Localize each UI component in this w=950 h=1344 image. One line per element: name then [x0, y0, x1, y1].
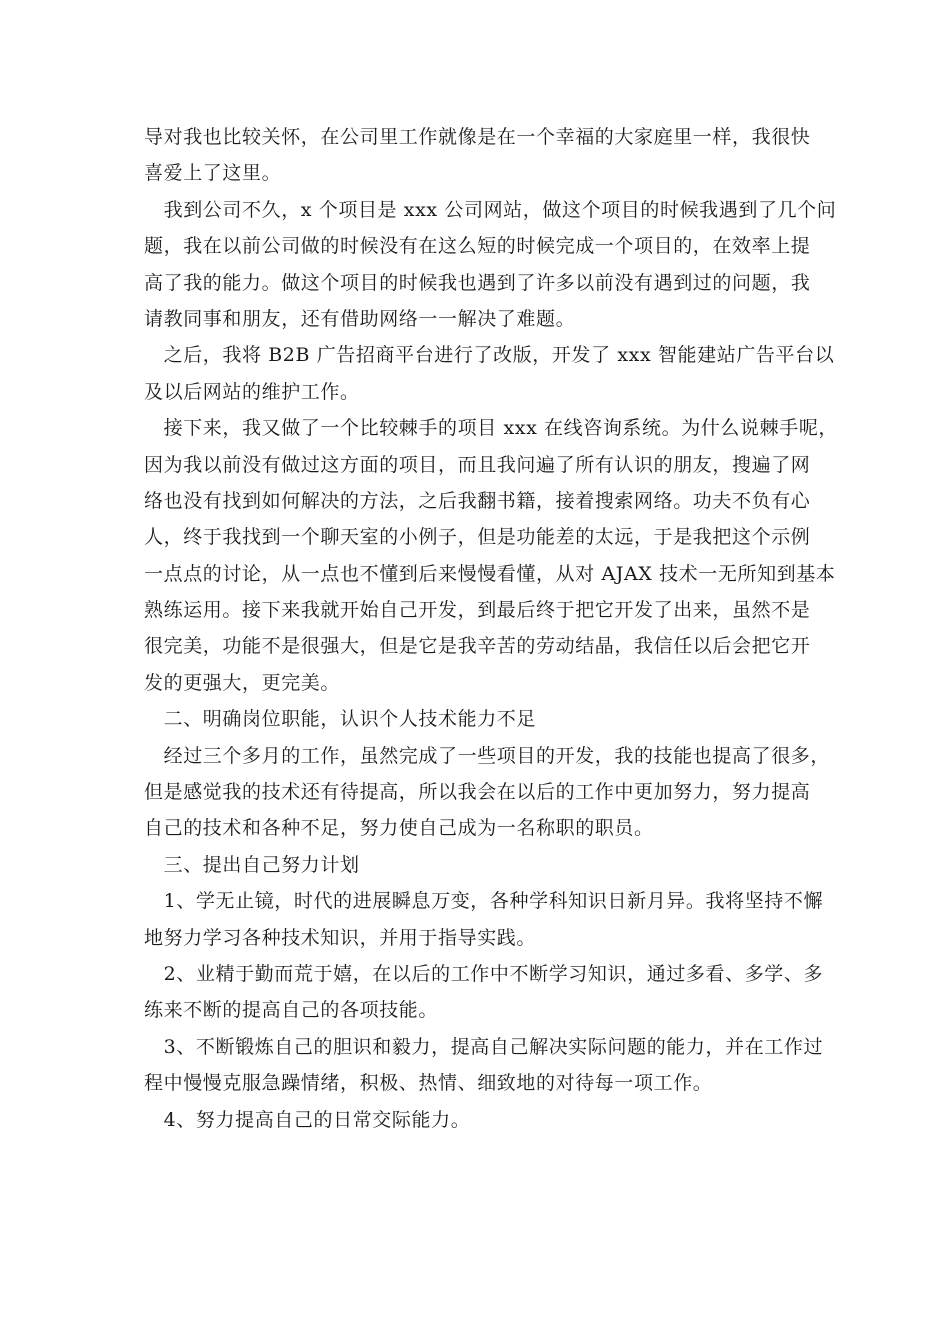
text-line: 题，我在以前公司做的时候没有在这么短的时候完成一个项目的，在效率上提: [144, 235, 811, 258]
text-line: 程中慢慢克服急躁情绪，积极、热情、细致地的对待每一项工作。: [144, 1072, 713, 1095]
text-line: 熟练运用。接下来我就开始自己开发，到最后终于把它开发了出来，虽然不是: [144, 599, 811, 622]
list-item: 3、不断锻炼自己的胆识和毅力，提高自己解决实际问题的能力，并在工作过: [144, 1035, 824, 1058]
text-line: 我到公司不久，x 个项目是 xxx 公司网站，做这个项目的时候我遇到了几个问: [144, 198, 837, 221]
list-item: 2、业精于勤而荒于嬉，在以后的工作中不断学习知识，通过多看、多学、多: [144, 962, 824, 985]
text-line: 一点点的讨论，从一点也不懂到后来慢慢看懂，从对 AJAX 技术一无所知到基本: [144, 562, 836, 585]
text-line: 人，终于我找到一个聊天室的小例子，但是功能差的太远，于是我把这个示例: [144, 526, 811, 549]
section-heading: 二、明确岗位职能，认识个人技术能力不足: [144, 708, 537, 731]
text-line: 发的更强大，更完美。: [144, 671, 341, 694]
text-line: 接下来，我又做了一个比较棘手的项目 xxx 在线咨询系统。为什么说棘手呢，: [144, 417, 839, 440]
text-line: 喜爱上了这里。: [144, 162, 282, 185]
section-heading: 三、提出自己努力计划: [144, 853, 360, 876]
text-line: 很完美，功能不是很强大，但是它是我辛苦的劳动结晶，我信任以后会把它开: [144, 635, 811, 658]
text-line: 经过三个多月的工作，虽然完成了一些项目的开发，我的技能也提高了很多，: [144, 744, 831, 767]
text-line: 之后，我将 B2B 广告招商平台进行了改版，开发了 xxx 智能建站广告平台以: [144, 344, 835, 367]
text-line: 但是感觉我的技术还有待提高，所以我会在以后的工作中更加努力，努力提高: [144, 781, 811, 804]
text-line: 练来不断的提高自己的各项技能。: [144, 999, 439, 1022]
list-item: 4、努力提高自己的日常交际能力。: [144, 1108, 471, 1131]
text-line: 及以后网站的维护工作。: [144, 380, 360, 403]
text-line: 高了我的能力。做这个项目的时候我也遇到了许多以前没有遇到过的问题，我: [144, 271, 811, 294]
text-line: 因为我以前没有做过这方面的项目，而且我问遍了所有认识的朋友，搜遍了网: [144, 453, 811, 476]
text-line: 地努力学习各种技术知识，并用于指导实践。: [144, 926, 537, 949]
text-line: 络也没有找到如何解决的方法，之后我翻书籍，接着搜索网络。功夫不负有心: [144, 489, 811, 512]
list-item: 1、学无止镜，时代的进展瞬息万变，各种学科知识日新月异。我将坚持不懈: [144, 890, 824, 913]
text-line: 请教同事和朋友，还有借助网络一一解决了难题。: [144, 307, 576, 330]
text-line: 导对我也比较关怀，在公司里工作就像是在一个幸福的大家庭里一样，我很快: [144, 126, 811, 148]
text-line: 自己的技术和各种不足，努力使自己成为一名称职的职员。: [144, 817, 654, 840]
body-text: [144, 119, 839, 1138]
